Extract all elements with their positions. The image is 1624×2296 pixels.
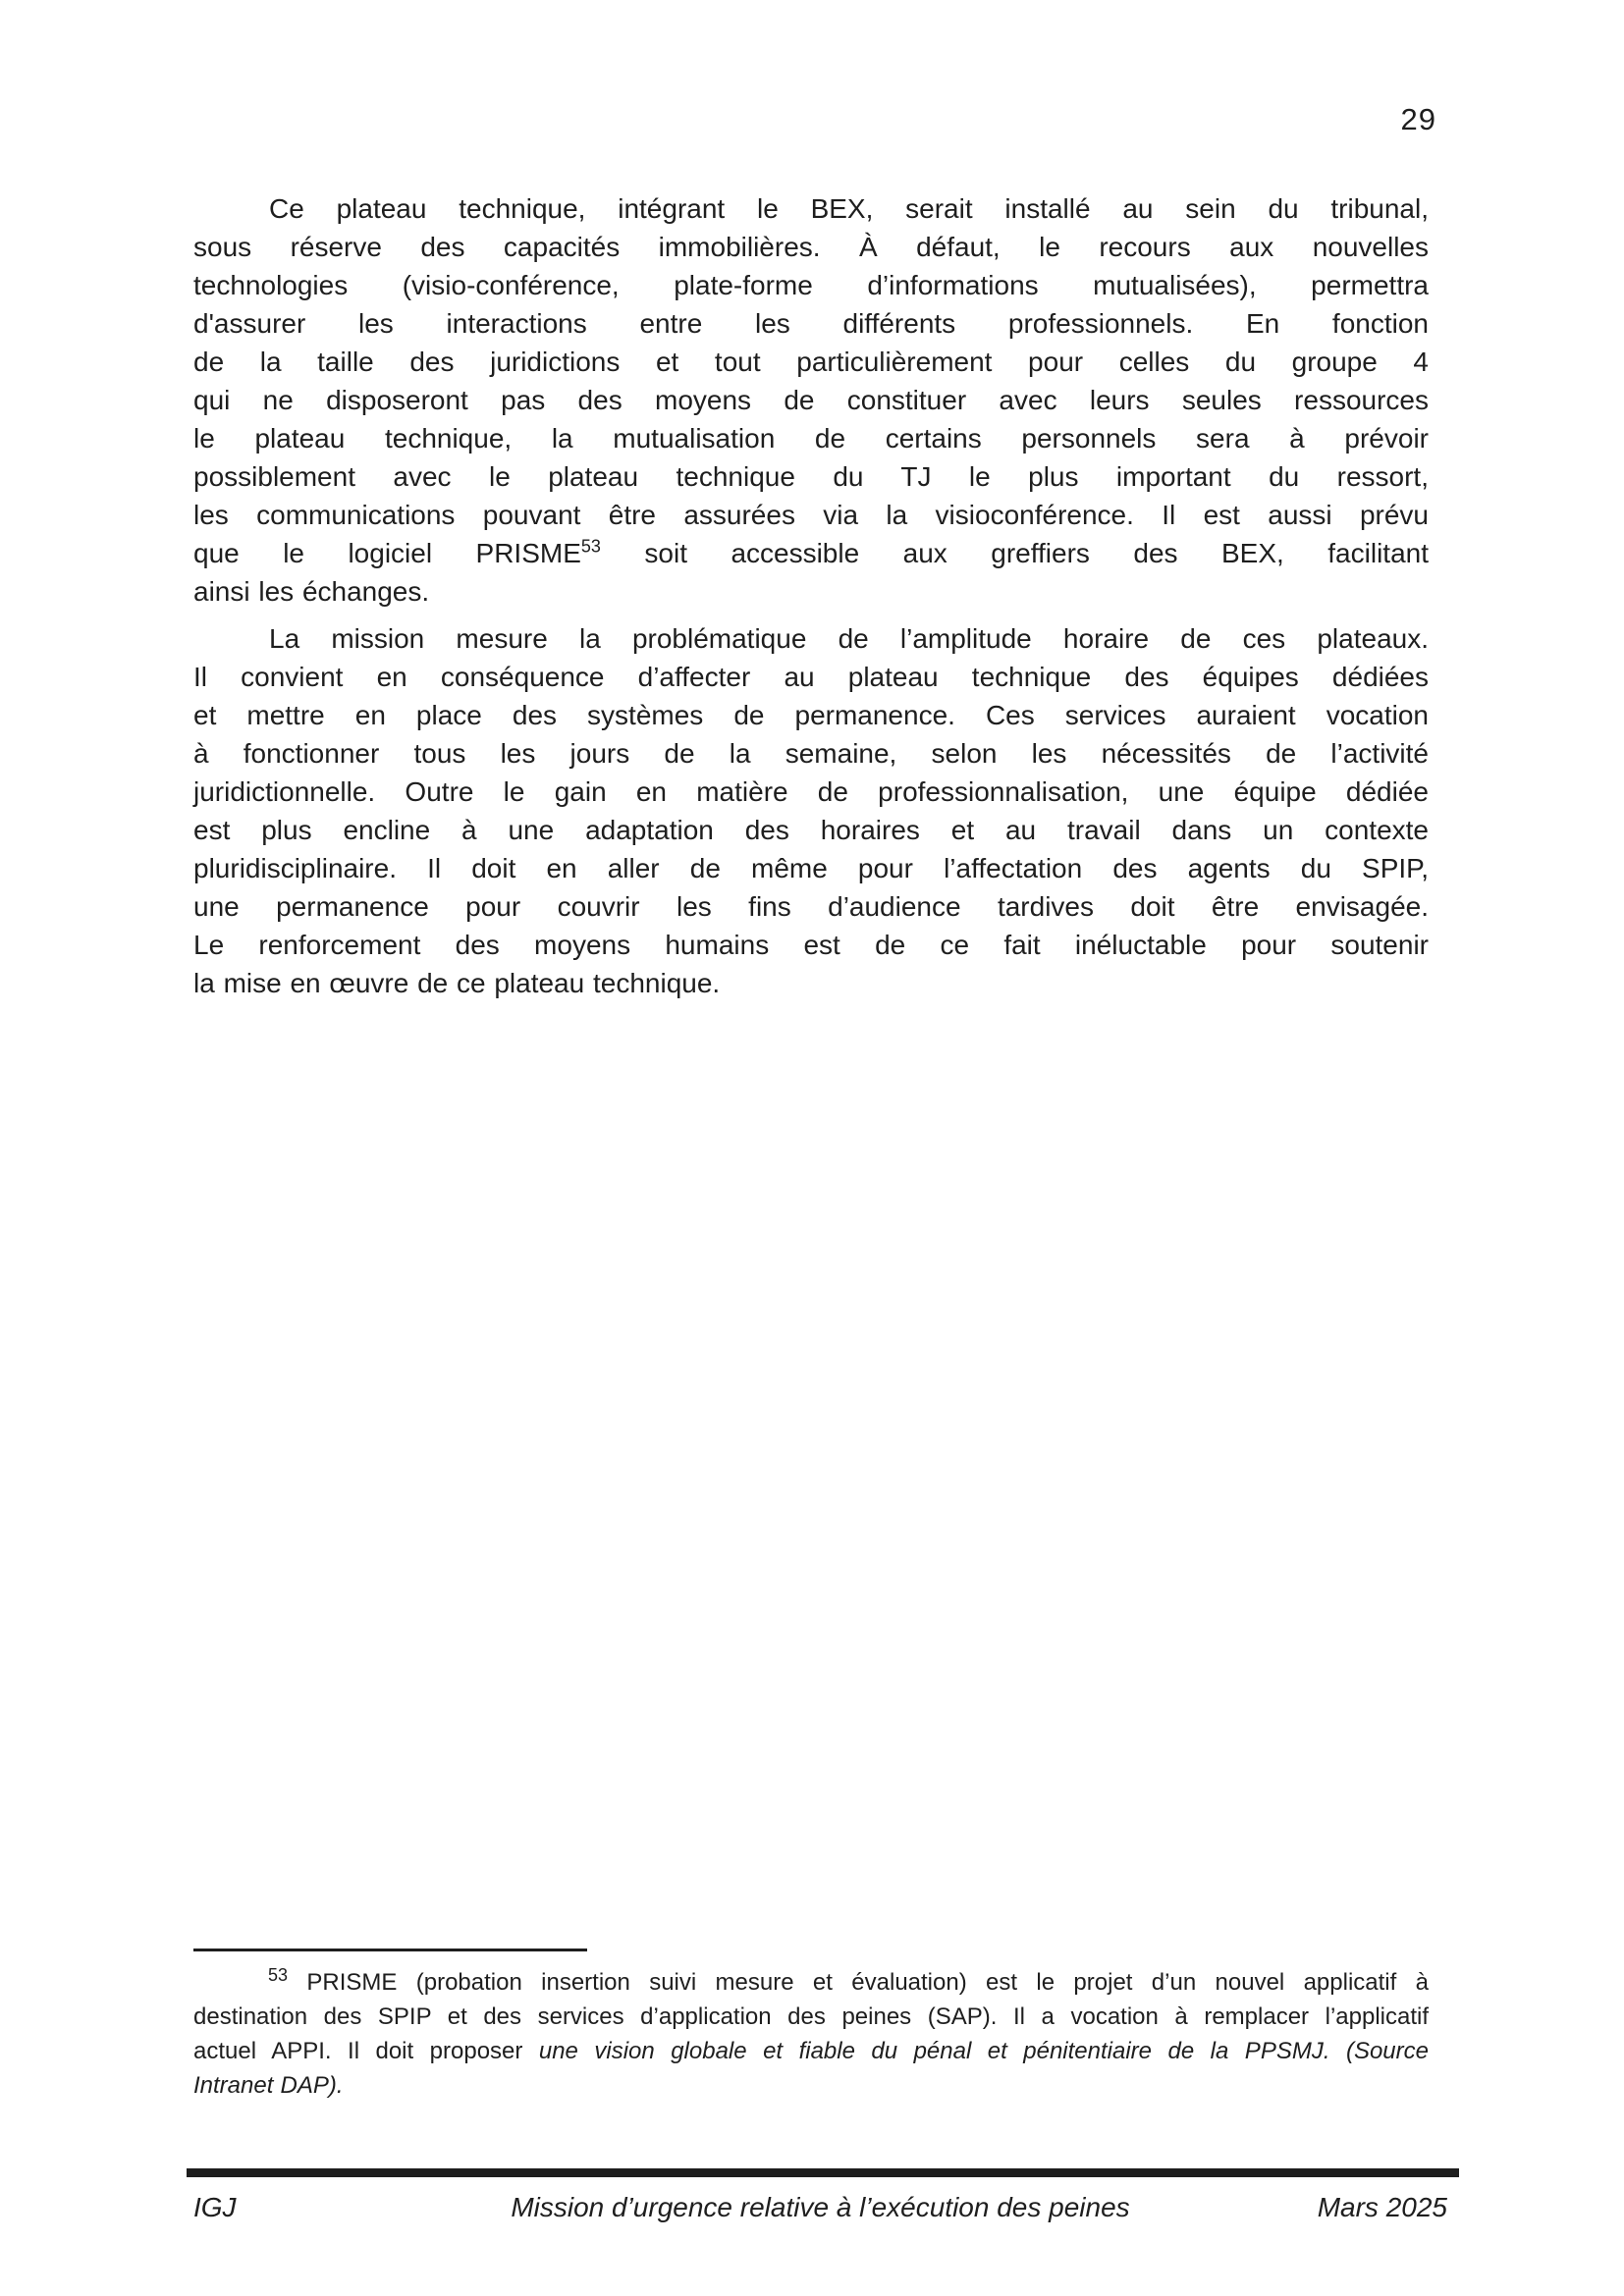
text-line: juridictionnelle. Outre le gain en matière de professionnalisation, une équipe dédiée: [193, 776, 1429, 807]
text-line: possiblement avec le plateau technique du TJ le plus important du ressort,: [193, 461, 1429, 492]
footer-title: Mission d’urgence relative à l’exécution des peines: [511, 2192, 1130, 2222]
document-body: [193, 189, 1429, 1011]
paragraph-1: [193, 189, 1429, 611]
text-line-with-footnote-reference: [193, 534, 1429, 572]
footer-date: Mars 2025: [1317, 2192, 1447, 2222]
text-segment: que le logiciel PRISME: [193, 538, 581, 568]
footnote-marker: 53: [268, 1965, 289, 1985]
footnote-53: [193, 1965, 1429, 2103]
text-line: sous réserve des capacités immobilières. À défaut, le recours aux nouvelles: [193, 232, 1429, 262]
page-number: 29: [1400, 102, 1436, 136]
footnote-line: [193, 1965, 1429, 2000]
text-segment: PRISME (probation insertion suivi mesure et évaluation) est le projet d’un nouvel applicatif à: [288, 1969, 1429, 1996]
text-line: technologies (visio-conférence, plate-forme d’informations mutualisées), permettra: [193, 270, 1429, 300]
footnote-separator-rule: [193, 1949, 587, 1951]
footnote-line: Intranet DAP).: [193, 2072, 344, 2099]
text-segment-italic: une vision globale et fiable du pénal et pénitentiaire de la PPSMJ. (Source: [538, 2038, 1429, 2064]
text-line: qui ne disposeront pas des moyens de constituer avec leurs seules ressources: [193, 385, 1429, 415]
text-line: une permanence pour couvrir les fins d’audience tardives doit être envisagée.: [193, 891, 1429, 922]
text-segment: actuel APPI. Il doit proposer: [193, 2038, 539, 2064]
text-line: Il convient en conséquence d’affecter au plateau technique des équipes dédiées: [193, 662, 1429, 692]
text-line: et mettre en place des systèmes de permanence. Ces services auraient vocation: [193, 700, 1429, 730]
text-line: la mise en œuvre de ce plateau technique.: [193, 968, 721, 998]
text-line: d'assurer les interactions entre les différents professionnels. En fonction: [193, 308, 1429, 339]
text-line: pluridisciplinaire. Il doit en aller de même pour l’affectation des agents du SPIP,: [193, 853, 1429, 883]
text-line: les communications pouvant être assurées via la visioconférence. Il est aussi prévu: [193, 500, 1429, 530]
text-line: le plateau technique, la mutualisation de certains personnels sera à prévoir: [193, 423, 1429, 454]
footnote-line: [193, 2034, 1429, 2068]
text-line: La mission mesure la problématique de l’amplitude horaire de ces plateaux.: [269, 623, 1429, 654]
text-segment: soit accessible aux greffiers des BEX, facilitant: [600, 538, 1429, 568]
footnote-line: destination des SPIP et des services d’application des peines (SAP). Il a vocation à remplacer l’applicatif: [193, 2003, 1429, 2030]
text-line: Le renforcement des moyens humains est de ce fait inéluctable pour soutenir: [193, 930, 1429, 960]
footer-rule: [187, 2168, 1459, 2177]
page-footer: [193, 2192, 1447, 2223]
text-line: à fonctionner tous les jours de la semaine, selon les nécessités de l’activité: [193, 738, 1429, 769]
text-line: est plus encline à une adaptation des horaires et au travail dans un contexte: [193, 815, 1429, 845]
footer-author: IGJ: [193, 2192, 237, 2222]
footnote-reference-53: 53: [580, 536, 601, 557]
text-line: de la taille des juridictions et tout particulièrement pour celles du groupe 4: [193, 347, 1429, 377]
paragraph-2: [193, 619, 1429, 1002]
text-line: Ce plateau technique, intégrant le BEX, serait installé au sein du tribunal,: [269, 193, 1429, 224]
text-line: ainsi les échanges.: [193, 576, 430, 607]
